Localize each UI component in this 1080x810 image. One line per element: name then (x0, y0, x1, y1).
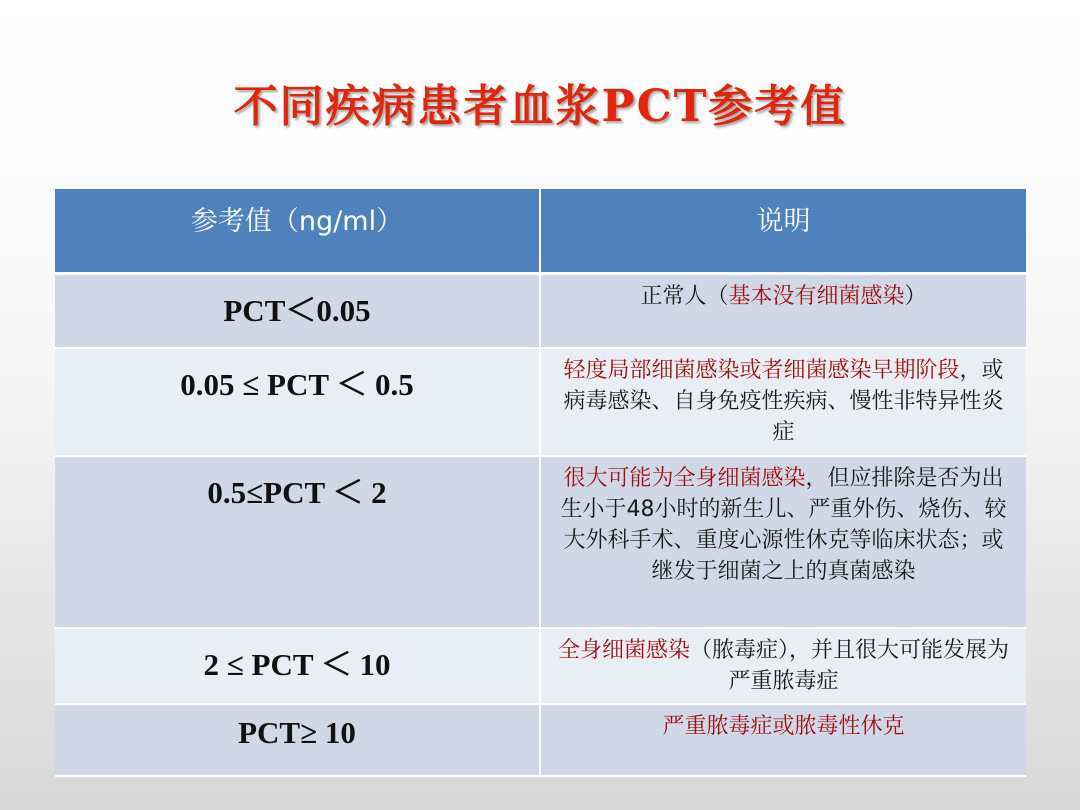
description-highlight: 轻度局部细菌感染或者细菌感染早期阶段 (563, 357, 960, 383)
description-highlight: 基本没有细菌感染 (728, 284, 905, 309)
reference-value-cell: 0.05 ≤ PCT ＜ 0.5 (55, 348, 540, 456)
description-cell (540, 456, 1026, 628)
table-row (55, 274, 1026, 348)
description-text: 正常人（ (640, 284, 729, 309)
pct-reference-table (55, 189, 1026, 777)
table-header-row (55, 189, 1026, 274)
description-highlight: 全身细菌感染 (557, 637, 690, 663)
description-cell (540, 704, 1026, 776)
description-text: ，或病毒感染、自身免疫性疾病、慢性非特异性炎症 (563, 357, 1004, 445)
header-description: 说明 (540, 189, 1026, 274)
table-row (55, 704, 1026, 776)
page-title: 不同疾病患者血浆PCT参考值 (233, 81, 847, 132)
reference-value-cell: PCT＜0.05 (55, 274, 540, 348)
description-cell (540, 274, 1026, 348)
description-cell (540, 628, 1026, 704)
description-highlight: 很大可能为全身细菌感染 (563, 465, 806, 491)
header-reference-value: 参考值（ng/ml） (55, 189, 540, 274)
reference-value-cell: 0.5≤PCT ＜ 2 (55, 456, 540, 628)
table-row (55, 348, 1026, 456)
description-text: ） (904, 284, 927, 309)
table-row (55, 628, 1026, 704)
description-cell (540, 348, 1026, 456)
description-highlight: 严重脓毒症或脓毒性休克 (662, 713, 905, 739)
reference-value-cell: 2 ≤ PCT ＜ 10 (55, 628, 540, 704)
table-row (55, 456, 1026, 628)
reference-value-cell: PCT≥ 10 (55, 704, 540, 776)
description-text: ，但应排除是否为出生小于48小时的新生儿、严重外伤、烧伤、较大外科手术、重度心源性休克等临床状态；或继发于细菌之上的真菌感染 (560, 465, 1007, 584)
description-text: （脓毒症），并且很大可能发展为严重脓毒症 (690, 637, 1010, 694)
